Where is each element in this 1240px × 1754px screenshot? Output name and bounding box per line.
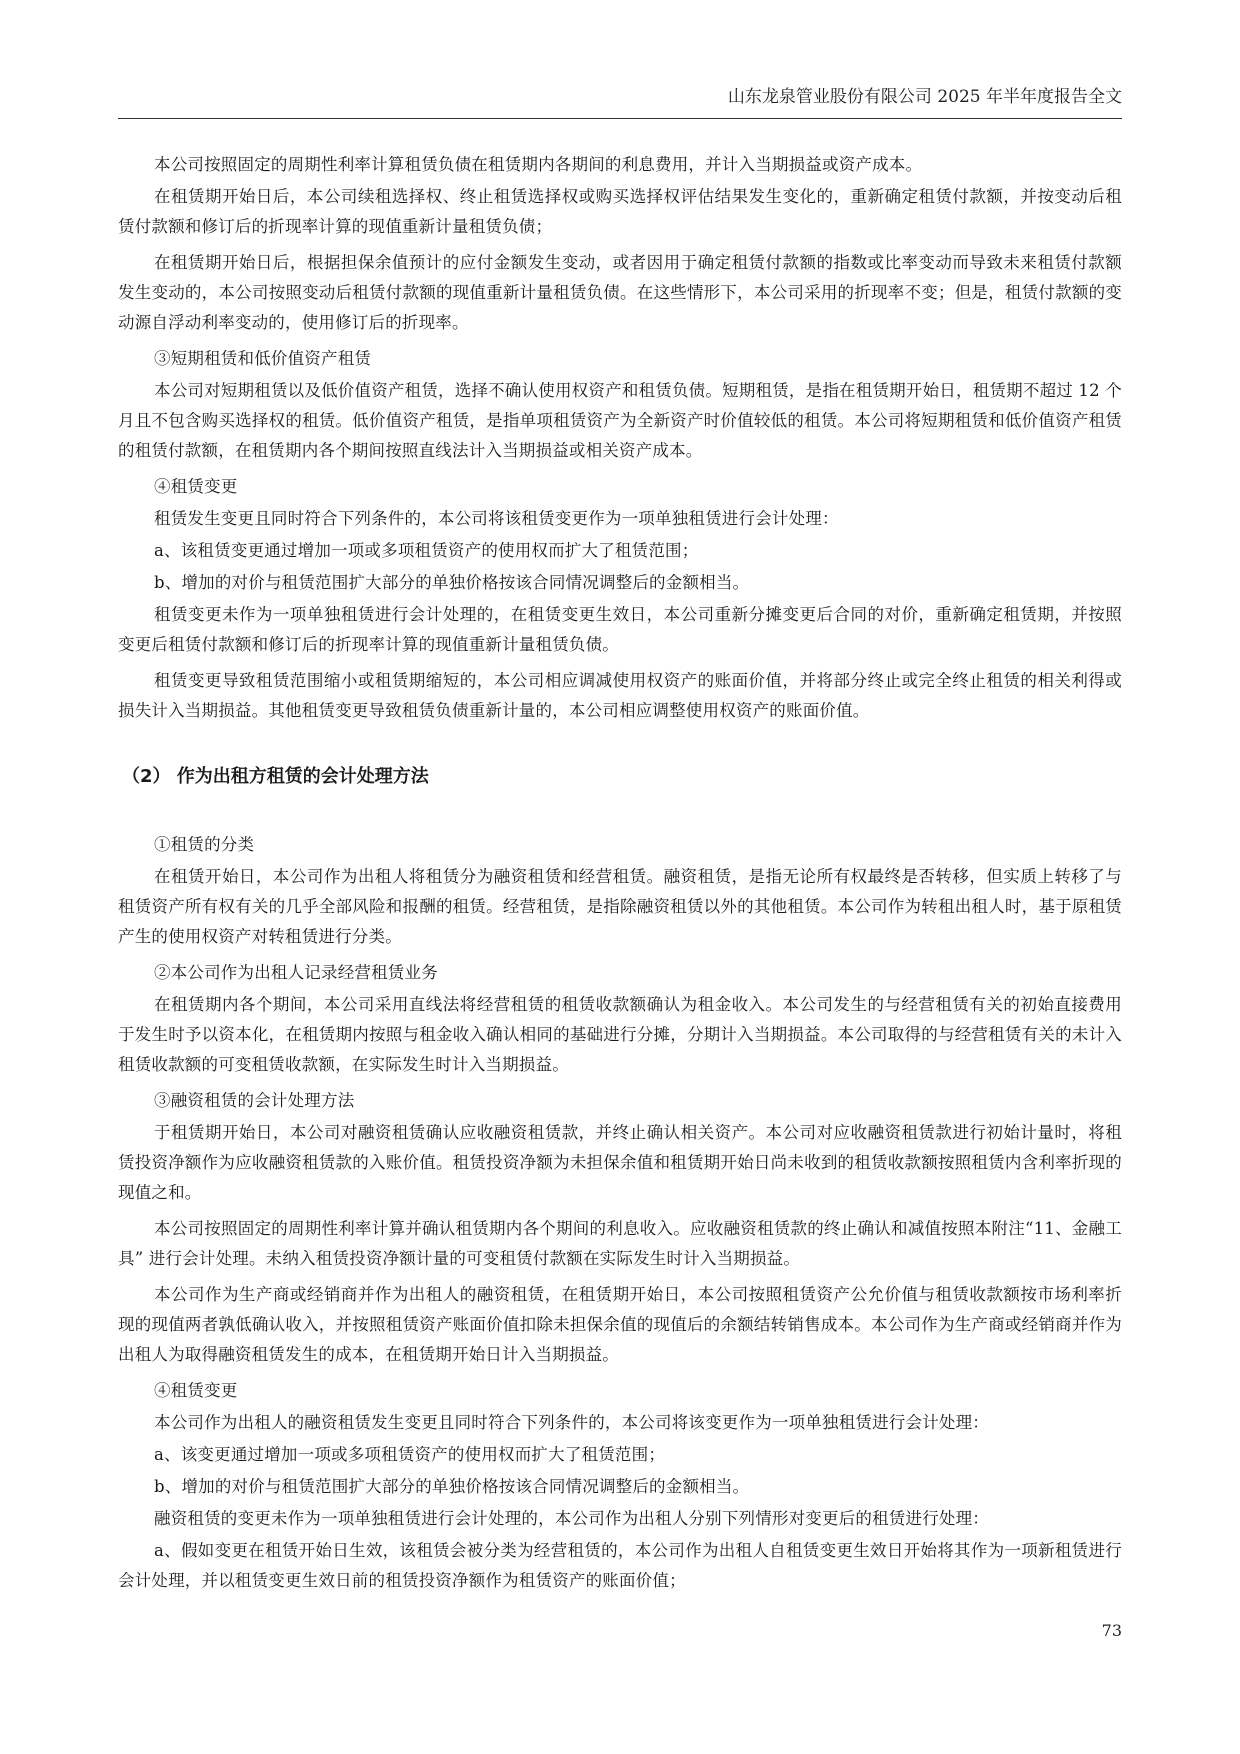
paragraph: 在租赁开始日，本公司作为出租人将租赁分为融资租赁和经营租赁。融资租赁，是指无论所有权最终是否转移，但实质上转移了与租赁资产所有权有关的几乎全部风险和报酬的租赁。经营租赁，是指除融资租赁以外的其他租赁。本公司作为转租出租人时，基于原租赁产生的使用权资产对转租赁进行分类。 — [118, 867, 1122, 946]
subheading: ③融资租赁的会计处理方法 — [154, 1091, 355, 1110]
paragraph: 在租赁期内各个期间，本公司采用直线法将经营租赁的租赁收款额确认为租金收入。本公司发生的与经营租赁有关的初始直接费用于发生时予以资本化，在租赁期内按照与租金收入确认相同的基础进行分摊，分期计入当期损益。本公司取得的与经营租赁有关的未计入租赁收款额的可变租赁收款额，在实际发生时计入当期损益。 — [118, 995, 1122, 1074]
body-content — [118, 150, 1122, 1598]
paragraph: 租赁发生变更且同时符合下列条件的，本公司将该租赁变更作为一项单独租赁进行会计处理： — [154, 509, 839, 528]
subheading: ④租赁变更 — [154, 1381, 238, 1400]
paragraph: 本公司对短期租赁以及低价值资产租赁，选择不确认使用权资产和租赁负债。短期租赁，是指在租赁期开始日，租赁期不超过 12 个月且不包含购买选择权的租赁。低价值资产租赁，是指单项租赁资产为全新资产时价值较低的租赁。本公司将短期租赁和低价值资产租赁的租赁付款额，在租赁期内各个期间按照直线法计入当期损益或相关资产成本。 — [118, 381, 1122, 460]
paragraph: 租赁变更导致租赁范围缩小或租赁期缩短的，本公司相应调减使用权资产的账面价值，并将部分终止或完全终止租赁的相关利得或损失计入当期损益。其他租赁变更导致租赁负债重新计量的，本公司相应调整使用权资产的账面价值。 — [118, 671, 1122, 720]
paragraph: 在租赁期开始日后，根据担保余值预计的应付金额发生变动，或者因用于确定租赁付款额的指数或比率变动而导致未来租赁付款额发生变动的，本公司按照变动后租赁付款额的现值重新计量租赁负债。在这些情形下，本公司采用的折现率不变；但是，租赁付款额的变动源自浮动利率变动的，使用修订后的折现率。 — [118, 253, 1122, 332]
list-item: b、增加的对价与租赁范围扩大部分的单独价格按该合同情况调整后的金额相当。 — [154, 1477, 750, 1496]
list-item: a、该租赁变更通过增加一项或多项租赁资产的使用权而扩大了租赁范围； — [154, 541, 699, 560]
paragraph: 本公司按照固定的周期性利率计算并确认租赁期内各个期间的利息收入。应收融资租赁款的终止确认和减值按照本附注“11、金融工具” 进行会计处理。未纳入租赁投资净额计量的可变租赁付款额在实际发生时计入当期损益。 — [118, 1219, 1122, 1268]
paragraph: 本公司作为生产商或经销商并作为出租人的融资租赁，在租赁期开始日，本公司按照租赁资产公允价值与租赁收款额按市场利率折现的现值两者孰低确认收入，并按照租赁资产账面价值扣除未担保余值的现值后的余额结转销售成本。本公司作为生产商或经销商并作为出租人为取得融资租赁发生的成本，在租赁期开始日计入当期损益。 — [118, 1285, 1122, 1364]
section-heading: （2） 作为出租方租赁的会计处理方法 — [122, 766, 429, 787]
page-header: 山东龙泉管业股份有限公司 2025 年半年度报告全文 — [727, 87, 1122, 107]
paragraph: 融资租赁的变更未作为一项单独租赁进行会计处理的，本公司作为出租人分别下列情形对变更后的租赁进行处理： — [154, 1509, 989, 1528]
header-divider — [118, 118, 1122, 119]
subheading: ②本公司作为出租人记录经营租赁业务 — [154, 963, 438, 982]
paragraph: 在租赁期开始日后，本公司续租选择权、终止租赁选择权或购买选择权评估结果发生变化的，重新确定租赁付款额，并按变动后租赁付款额和修订后的折现率计算的现值重新计量租赁负债； — [118, 187, 1122, 236]
paragraph: 租赁变更未作为一项单独租赁进行会计处理的，在租赁变更生效日，本公司重新分摊变更后合同的对价，重新确定租赁期，并按照变更后租赁付款额和修订后的折现率计算的现值重新计量租赁负债。 — [118, 605, 1122, 654]
subheading: ③短期租赁和低价值资产租赁 — [154, 349, 372, 368]
subheading: ①租赁的分类 — [154, 835, 255, 854]
paragraph: 本公司按照固定的周期性利率计算租赁负债在租赁期内各期间的利息费用，并计入当期损益或资产成本。 — [154, 155, 923, 174]
subheading: ④租赁变更 — [154, 477, 238, 496]
list-item: b、增加的对价与租赁范围扩大部分的单独价格按该合同情况调整后的金额相当。 — [154, 573, 750, 592]
list-item: a、假如变更在租赁开始日生效，该租赁会被分类为经营租赁的，本公司作为出租人自租赁变更生效日开始将其作为一项新租赁进行会计处理，并以租赁变更生效日前的租赁投资净额作为租赁资产的账面价值； — [118, 1541, 1122, 1590]
page-number: 73 — [1101, 1621, 1122, 1640]
list-item: a、该变更通过增加一项或多项租赁资产的使用权而扩大了租赁范围； — [154, 1445, 666, 1464]
paragraph: 本公司作为出租人的融资租赁发生变更且同时符合下列条件的，本公司将该变更作为一项单独租赁进行会计处理： — [154, 1413, 989, 1432]
paragraph: 于租赁期开始日，本公司对融资租赁确认应收融资租赁款，并终止确认相关资产。本公司对应收融资租赁款进行初始计量时，将租赁投资净额作为应收融资租赁款的入账价值。租赁投资净额为未担保余值和租赁期开始日尚未收到的租赁收款额按照租赁内含利率折现的现值之和。 — [118, 1123, 1122, 1202]
